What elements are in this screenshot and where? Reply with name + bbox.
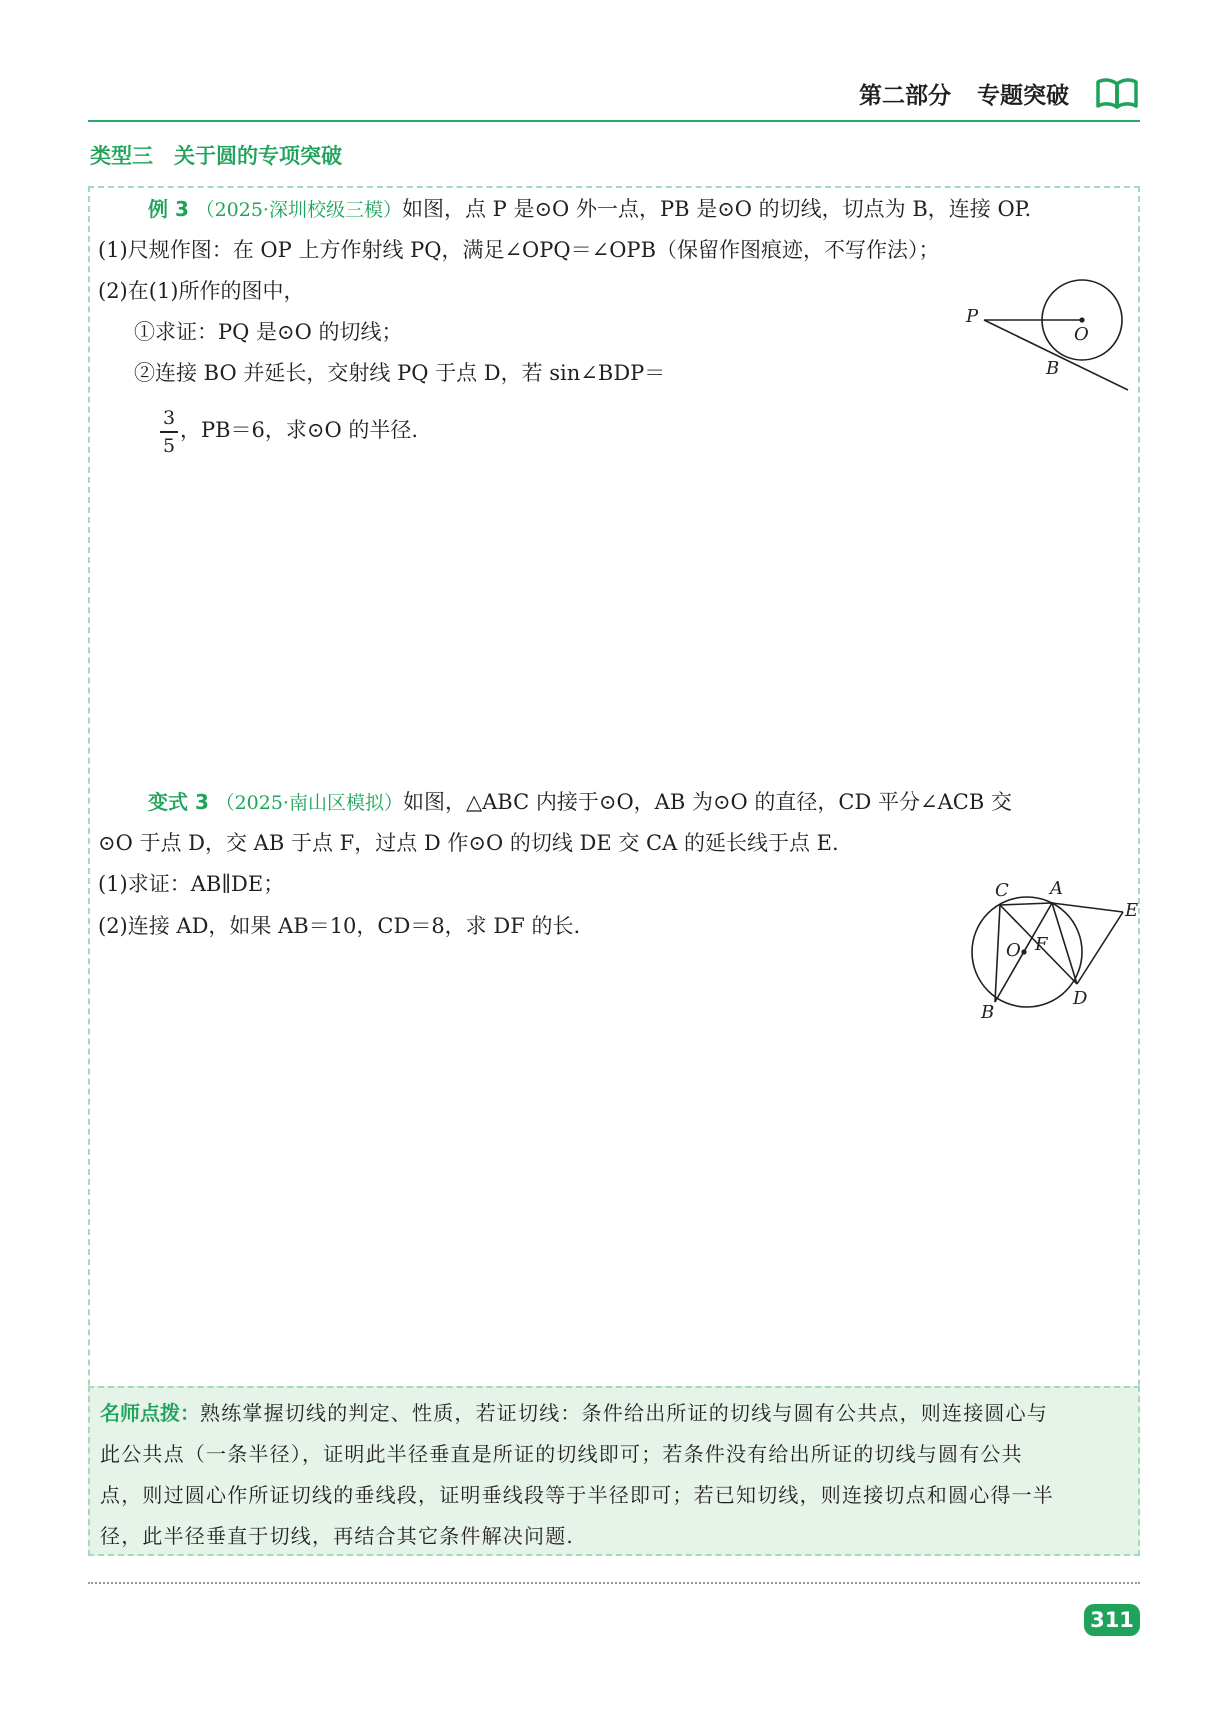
- page-header: [859, 76, 1139, 110]
- fig2-label-C: C: [995, 880, 1009, 901]
- tip-label: 名师点拨：: [100, 1401, 200, 1425]
- variant3-line-2: ⊙O 于点 D，交 AB 于点 F，过点 D 作⊙O 的切线 DE 交 CA 的延长线于点 E.: [98, 831, 839, 855]
- variant3-source: （2025·南山区模拟）: [215, 792, 403, 814]
- example3-label: 例 3: [148, 197, 189, 221]
- fig1-label-B: B: [1046, 358, 1060, 379]
- tip-line-4: 径，此半径垂直于切线，再结合其它条件解决问题.: [100, 1524, 574, 1548]
- example3-line-4: ①求证：PQ 是⊙O 的切线；: [134, 320, 403, 344]
- fig1-label-O: O: [1074, 324, 1089, 345]
- example3-line-6: ，PB＝6，求⊙O 的半径.: [180, 418, 419, 442]
- variant3-label: 变式 3: [148, 790, 209, 814]
- fig2-label-F: F: [1035, 934, 1048, 955]
- inscribed-triangle-figure: [955, 872, 1140, 1022]
- variant3-text-1: 如图，△ABC 内接于⊙O，AB 为⊙O 的直径，CD 平分∠ACB 交: [402, 790, 1012, 814]
- example3-line-5: ②连接 BO 并延长，交射线 PQ 于点 D，若 sin∠BDP＝: [134, 361, 666, 385]
- fig2-label-D: D: [1073, 988, 1088, 1009]
- example3-text-1: 如图，点 P 是⊙O 外一点，PB 是⊙O 的切线，切点为 B，连接 OP.: [401, 197, 1032, 221]
- variant3-line-3: (1)求证：AB∥DE；: [98, 872, 285, 896]
- tip-line-1: [100, 1398, 1048, 1428]
- fraction-denominator: 5: [162, 434, 176, 457]
- tip-line-3: 点，则过圆心作所证切线的垂线段，证明垂线段等于半径即可；若已知切线，则连接切点和圆心得一半: [100, 1483, 1054, 1507]
- example3-line-3: (2)在(1)所作的图中，: [98, 279, 305, 303]
- fig2-label-A: A: [1050, 878, 1063, 899]
- fig2-label-O: O: [1006, 940, 1021, 961]
- example3-source: （2025·深圳校级三模）: [195, 199, 402, 221]
- example3-line-1: [148, 194, 1031, 225]
- fraction-three-fifths: [160, 406, 178, 458]
- header-divider: [88, 120, 1140, 122]
- page-number: 311: [1084, 1604, 1140, 1636]
- fig1-label-P: P: [966, 306, 979, 327]
- variant3-line-1: [148, 787, 1012, 818]
- tip-line-2: 此公共点（一条半径），证明此半径垂直是所证的切线即可；若条件没有给出所证的切线与圆有公共: [100, 1442, 1023, 1466]
- variant3-line-4: (2)连接 AD，如果 AB＝10，CD＝8，求 DF 的长.: [98, 914, 581, 938]
- header-part: 第二部分: [859, 82, 951, 109]
- tip-text-1: 熟练掌握切线的判定、性质，若证切线：条件给出所证的切线与圆有公共点，则连接圆心与: [200, 1401, 1048, 1425]
- tangent-figure: [966, 270, 1140, 400]
- section-title: 类型三 关于圆的专项突破: [90, 144, 342, 168]
- header-topic: 专题突破: [977, 82, 1069, 109]
- fig2-label-B: B: [981, 1002, 995, 1023]
- fraction-numerator: 3: [162, 407, 176, 429]
- example3-line-2: (1)尺规作图：在 OP 上方作射线 PQ，满足∠OPQ＝∠OPB（保留作图痕迹，不写作法）；: [98, 238, 940, 262]
- open-book-icon: [1095, 76, 1139, 110]
- fig2-label-E: E: [1125, 900, 1139, 921]
- footer-divider: [88, 1582, 1140, 1584]
